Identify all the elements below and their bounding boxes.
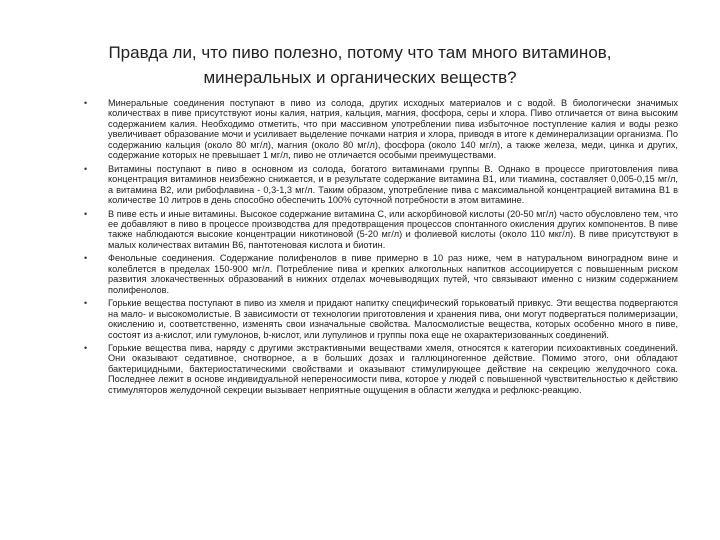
paragraph-bitter-effects xyxy=(84,343,678,395)
bullet-icon: • xyxy=(84,253,88,264)
paragraph-phenols xyxy=(84,253,678,295)
paragraph-vitamins xyxy=(84,164,678,206)
paragraph-text: Горькие вещества поступают в пиво из хмеля и придают напитку специфический горьковатый привкус. Эти вещества подвергаются на мало- и высокомолистые. В зависимости от технологии приготовления и хранения пива, они могут подвергаться полимеризации, окислению и, соответственно, изменять свои изначальные свойства. Малосмолистые вещества, которых особенно много в пиве, состоят из а-кислот, или гумулонов, b-кислот, или лупулинов и группы пока еще не охарактеризованных соединений. xyxy=(108,298,678,340)
paragraph-text: Горькие вещества пива, наряду с другими экстрактивными веществами хмеля, относятся к категории психоактивных соединений. Они оказывают седативное, снотворное, а в больших дозах и галлюциногенное действие. Помимо этого, они обладают бактерицидными, бактериостатическими свойствами и оказывают стимулирующее действие на секрецию желудочного сока. Последнее лежит в основе индивидуальной непереносимости пива, которое у людей с повышенной чувствительностью к действию стимуляторов желудочной секреции вызывает неприятные ощущения в области желудка и рефлюкс-реакцию. xyxy=(108,342,678,395)
bullet-icon: • xyxy=(84,342,88,353)
bullet-icon: • xyxy=(84,208,88,219)
paragraph-text: В пиве есть и иные витамины. Высокое содержание витамина С, или аскорбиновой кислоты (20-50 мг/л) часто обусловлено тем, что ее добавляют в пиво в процессе производства для предотвращения процессов спонтанного окисления других компонентов. В пиве также наблюдаются высокие концентрации никотиновой (5-20 мг/л) и фолиевой кислоты (около 110 мкг/л). В пиве присутствуют в малых количествах витамин В6, пантотеновая кислота и биотин. xyxy=(108,208,678,250)
bullet-list xyxy=(84,98,678,398)
paragraph-minerals xyxy=(84,98,678,161)
bullet-icon: • xyxy=(84,298,88,309)
bullet-icon: • xyxy=(84,163,88,174)
bullet-icon: • xyxy=(84,98,88,108)
paragraph-other-vitamins xyxy=(84,209,678,251)
paragraph-text: Витамины поступают в пиво в основном из солода, богатого витаминами группы В. Однако в процессе приготовления пива концентрация витаминов неизбежно снижается, и в результате содержание витамина В1, или тиамина, составляет 0,005-0,15 мг/л, а витамина В2, или рибофлавина - 0,3-1,3 мг/л. Таким образом, употребление пива с максимальной концентрацией витамина В1 в количестве 10 литров в день способно обеспечить 100% суточной потребности в этом витамине. xyxy=(108,163,678,206)
paragraph-text: Фенольные соединения. Содержание полифенолов в пиве примерно в 10 раз ниже, чем в натуральном виноградном вине и колеблется в пределах 150-900 мг/л. Потребление пива и крепких алкогольных напитков ассоциируется с повышенным риском развития злокачественных образований в нижних отделах мочевыводящих путей, что связывают именно с низким содержанием полифенолов. xyxy=(108,253,678,295)
paragraph-bitter-substances xyxy=(84,298,678,340)
slide-title: Правда ли, что пиво полезно, потому что там много витаминов, минеральных и органических веществ? xyxy=(108,43,612,87)
paragraph-text: Минеральные соединения поступают в пиво из солода, других исходных материалов и с водой. В биологически значимых количествах в пиве присутствуют ионы калия, натрия, кальция, магния, фосфора, серы и хлора. Пиво отличается от вина высоким содержанием калия. Необходимо отметить, что при массивном употреблении пива избыточное поступление калия и воды резко увеличивает образование мочи и усиливает выделение почками натрия и хлора, приводя в итоге к деминерализации организма. По содержанию кальция (около 80 мг/л), магния (около 80 мг/л), фосфора (около 140 мг/л), а также железа, меди, цинка и других, содержание которых не превышает 1 мг/л, пиво не отличается особыми преимуществами. xyxy=(108,98,678,161)
